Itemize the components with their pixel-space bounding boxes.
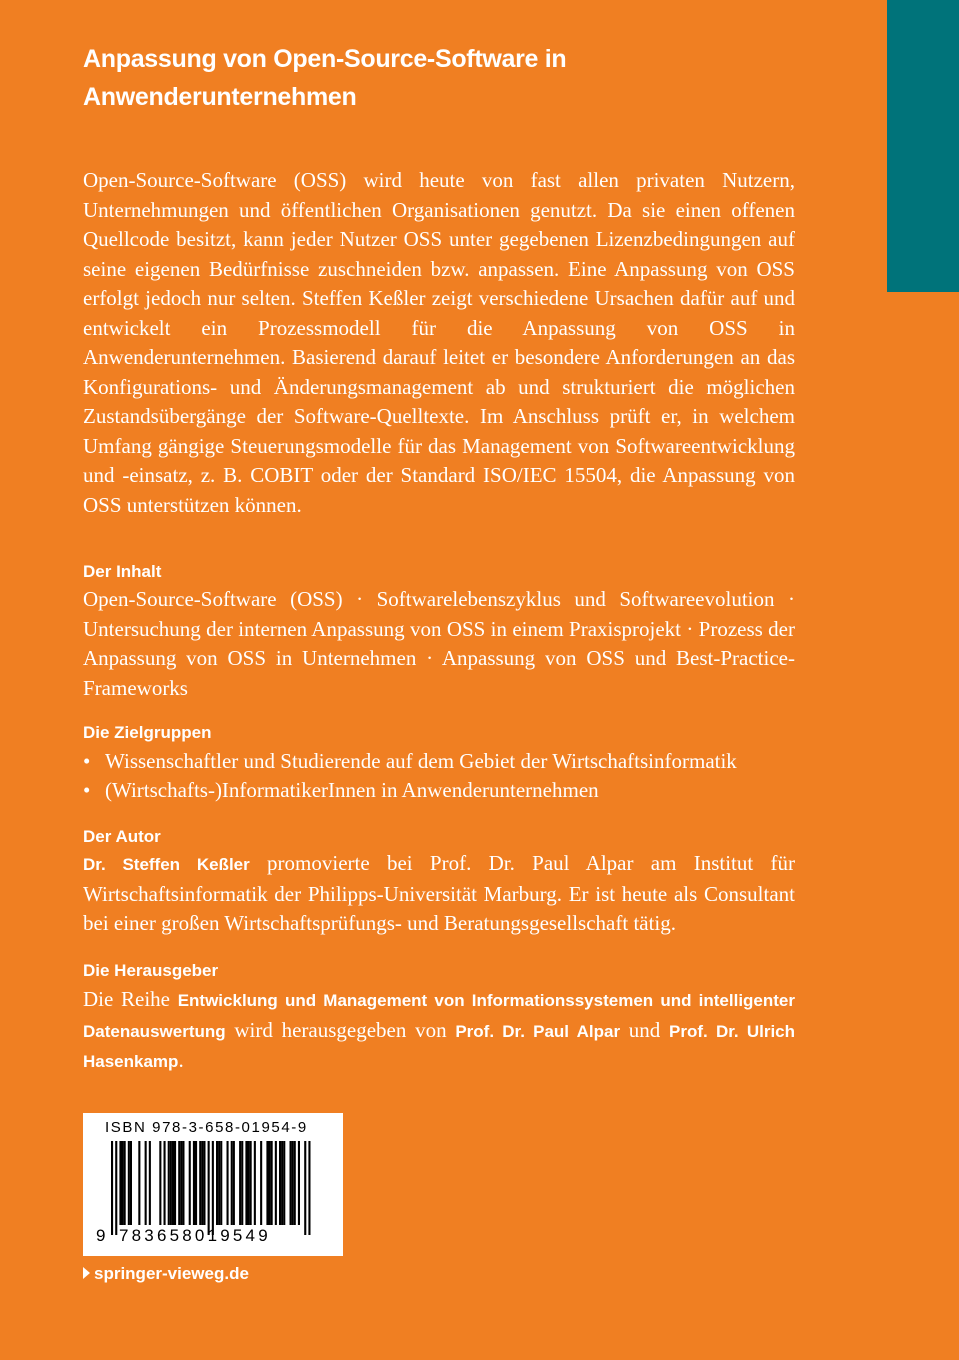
book-title <box>83 40 863 116</box>
barcode-bar <box>189 1141 191 1225</box>
editors-text: wird herausgegeben von <box>225 1017 456 1042</box>
barcode-bar <box>159 1141 161 1225</box>
barcode-bar <box>216 1141 218 1225</box>
barcode-bar <box>138 1141 140 1225</box>
barcode-bar <box>193 1141 195 1225</box>
list-item <box>83 776 803 805</box>
barcode-bar <box>203 1141 205 1225</box>
barcode-bar <box>174 1141 176 1225</box>
barcode-bar <box>308 1141 310 1235</box>
bullet-icon: • <box>83 749 91 773</box>
barcode-bar <box>250 1141 252 1225</box>
contents-paragraph: Open-Source-Software (OSS) · Softwarelebenszyklus und Softwareevolution · Untersuchung der internen Anpassung von OSS in einem Praxisprojekt · Prozess der Anpassung von OSS in Unternehmen · Anpassung von OSS und Best-Practice-Frameworks <box>83 587 795 700</box>
barcode-bar <box>283 1141 285 1225</box>
barcode-bar <box>220 1141 222 1225</box>
barcode-bar <box>275 1141 277 1225</box>
barcode-bar <box>233 1141 235 1225</box>
editors-text: Die Reihe <box>83 987 178 1011</box>
editor-name: Prof. Dr. Paul Alpar <box>455 1021 621 1041</box>
contents-heading: Der Inhalt <box>83 562 162 581</box>
barcode-bar <box>208 1141 210 1235</box>
list-item <box>83 747 803 776</box>
barcode-bar <box>115 1141 117 1235</box>
barcode-bar <box>271 1141 273 1225</box>
barcode-bars <box>111 1141 321 1235</box>
barcode-bar <box>199 1141 201 1225</box>
editors-text: . <box>178 1048 184 1072</box>
editors-heading: Die Herausgeber <box>83 961 219 980</box>
barcode-bar <box>201 1141 203 1225</box>
barcode-bar <box>195 1141 197 1225</box>
list-item-text: Wissenschaftler und Studierende auf dem Gebiet der Wirtschaftsinformatik <box>105 749 737 773</box>
barcode-bar <box>239 1141 241 1225</box>
target-groups-heading: Die Zielgruppen <box>83 723 212 742</box>
barcode-bar <box>231 1141 233 1225</box>
barcode-bar <box>182 1141 184 1225</box>
barcode-bar <box>122 1141 124 1225</box>
barcode-bar <box>212 1141 214 1235</box>
barcode-bar <box>279 1141 281 1225</box>
barcode-bar <box>170 1141 172 1225</box>
barcode-bar <box>145 1141 147 1225</box>
publisher-url-text: springer-vieweg.de <box>94 1264 249 1283</box>
editors-text: und <box>620 1017 670 1042</box>
barcode-bar <box>292 1141 294 1225</box>
series-title: Entwicklung und Management von Informationssystemen und intelligenter Datenauswertung <box>83 991 795 1041</box>
barcode-bar <box>168 1141 170 1225</box>
barcode-bar <box>281 1141 283 1225</box>
barcode-bar <box>128 1141 130 1225</box>
book-title-line-2: Anwenderunternehmen <box>83 83 357 111</box>
barcode-bar <box>241 1141 243 1225</box>
barcode-bar <box>294 1141 296 1225</box>
arrow-right-icon <box>83 1267 90 1279</box>
barcode-bar <box>124 1141 126 1225</box>
ean-first-digit: 9 <box>96 1226 106 1245</box>
barcode-bar <box>164 1141 166 1225</box>
barcode-bar <box>260 1141 262 1225</box>
author-name: Dr. Steffen Keßler <box>83 855 250 874</box>
editor-name: Prof. Dr. Ulrich Hasenkamp <box>83 1021 796 1071</box>
barcode-bar <box>180 1141 182 1225</box>
barcode-bar <box>119 1141 121 1225</box>
barcode-bar <box>266 1141 268 1225</box>
ean-remaining-digits: 783658019549 <box>119 1226 271 1245</box>
barcode-bar <box>245 1141 247 1225</box>
barcode-bar <box>111 1141 113 1235</box>
target-groups-list <box>83 747 803 805</box>
publisher-url[interactable] <box>83 1262 249 1286</box>
isbn-barcode <box>83 1113 343 1256</box>
bullet-icon: • <box>83 778 91 802</box>
barcode-bar <box>248 1141 250 1225</box>
barcode-bar <box>178 1141 180 1225</box>
list-item-text: (Wirtschafts-)InformatikerInnen in Anwenderunternehmen <box>105 778 599 802</box>
barcode-bar <box>298 1141 300 1225</box>
intro-paragraph: Open-Source-Software (OSS) wird heute von fast allen privaten Nutzern, Unternehmungen und öffentlichen Organisationen genutzt. Da sie einen offenen Quellcode besitzt, kann jeder Nutzer OSS unter gegebenen Lizenzbedingungen auf seine eigenen Bedürfnisse zuschneiden bzw. anpassen. Eine Anpassung von OSS erfolgt jedoch nur selten. Steffen Keßler zeigt verschiedene Ursachen dafür auf und entwickelt ein Prozessmodell für die Anpassung von OSS in Anwenderunternehmen. Basierend darauf leitet er besondere Anforderungen an das Konfigurations- und Änderungsmanagement ab und strukturiert die möglichen Zustandsübergänge der Software-Quelltexte. Im Anschluss prüft er, in welchem Umfang gängige Steuerungsmodelle für das Management von Softwareentwicklung und -einsatz, z. B. COBIT oder der Standard ISO/IEC 15504, die Anpassung von OSS unterstützen können. <box>83 168 795 517</box>
barcode-bar <box>218 1141 220 1225</box>
editors-paragraph <box>83 985 795 1077</box>
isbn-label: ISBN 978-3-658-01954-9 <box>105 1119 308 1136</box>
barcode-bar <box>254 1141 256 1225</box>
barcode-bar <box>172 1141 174 1225</box>
barcode-bar <box>130 1141 132 1225</box>
teal-spine-tab <box>887 0 959 292</box>
barcode-bar <box>149 1141 151 1225</box>
barcode-bar <box>227 1141 229 1225</box>
barcode-bar <box>269 1141 271 1225</box>
author-paragraph <box>83 849 795 939</box>
book-title-line-1: Anpassung von Open-Source-Software in <box>83 45 567 73</box>
author-bio: promovierte bei Prof. Dr. Paul Alpar am Institut für Wirtschaftsinformatik der Philipps-Universität Marburg. Er ist heute als Consultant bei einer großen Wirtschaftsprüfungs- und Beratungsgesellschaft tätig. <box>83 851 795 935</box>
barcode-bar <box>290 1141 292 1225</box>
barcode-bar <box>304 1141 306 1235</box>
author-heading: Der Autor <box>83 827 161 846</box>
